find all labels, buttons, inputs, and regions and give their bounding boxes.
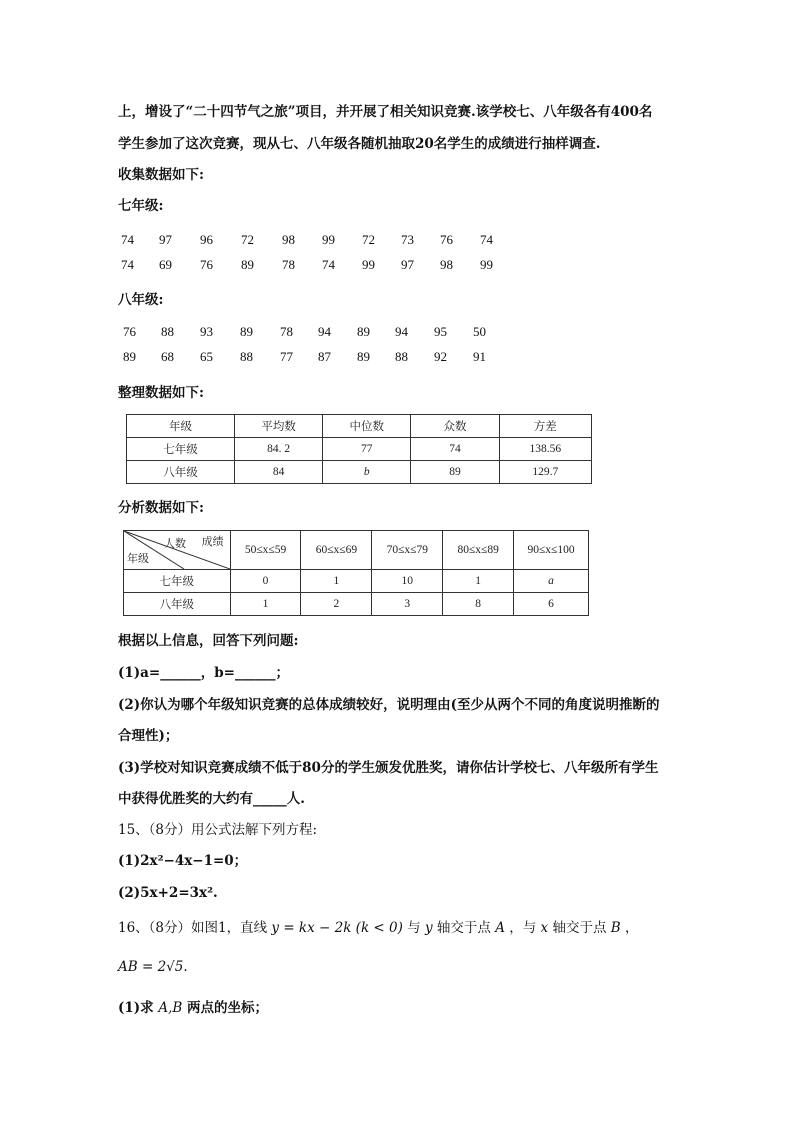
table-cell: 七年级 [127,438,235,461]
corner-label-mid: 人数 [164,538,186,550]
problem-16-part-1-text: (1)求 [118,1000,154,1016]
organize-title: 整理数据如下: [118,385,204,401]
table-cell: 1 [230,593,301,616]
question-3-line-2: 中获得优胜奖的大约有_____人. [118,791,305,807]
table-cell: 84 [234,461,322,484]
score-cell: 89 [241,257,254,272]
score-cell: 87 [318,349,331,364]
table-cell: 七年级 [124,570,231,593]
table-header-cell: 方差 [499,415,591,438]
question-3-line-1: (3)学校对知识竞赛成绩不低于80分的学生颁发优胜奖，请你估计学校七、八年级所有学生 [118,760,659,776]
question-2-line-1: (2)你认为哪个年级知识竞赛的总体成绩较好，说明理由(至少从两个不同的角度说明推断的 [118,697,660,713]
score-cell: 98 [282,232,295,247]
ab-length [118,958,188,976]
score-cell: 97 [401,257,414,272]
questions-lead: 根据以上信息，回答下列问题: [118,633,299,649]
score-cell: 76 [200,257,213,272]
ab-equation: AB = 2√5 [118,959,184,975]
table-cell: 6 [514,593,589,616]
grade8-label: 八年级: [118,292,164,308]
problem-16-text: ，与 [509,920,537,936]
score-cell: 95 [434,324,447,339]
grade7-label: 七年级: [118,198,164,214]
table-header-row [127,415,592,438]
table-cell: 8 [443,593,514,616]
score-cell: 74 [480,232,493,247]
table-header-cell: 众数 [411,415,499,438]
problem-16-text: 轴交于点 [436,920,491,936]
intro-line-2: 学生参加了这次竞赛，现从七、八年级各随机抽取20名学生的成绩进行抽样调查. [118,136,601,152]
score-cell: 94 [395,324,408,339]
table-cell: a [514,570,589,593]
distribution-table [123,530,589,616]
table-cell: 1 [301,570,372,593]
score-cell: 73 [401,232,414,247]
problem-16-text: 16、（8分）如图1，直线 [118,920,268,936]
score-cell: 91 [473,349,486,364]
score-cell: 76 [123,324,136,339]
problem-16-part-1 [118,999,268,1017]
table-row [127,461,592,484]
x-axis-symbol: x [540,920,549,936]
score-cell: 72 [362,232,375,247]
score-cell: 77 [280,349,293,364]
problem-16-text: 轴交于点 [552,920,607,936]
score-cell: 69 [159,257,172,272]
y-axis-symbol: y [424,920,433,936]
table-header-cell: 90≤x≤100 [514,531,589,570]
table-cell: 10 [372,570,443,593]
score-cell: 50 [473,324,486,339]
score-cell: 89 [357,324,370,339]
score-cell: 78 [280,324,293,339]
table-header-cell: 50≤x≤59 [230,531,301,570]
table-cell: 八年级 [124,593,231,616]
score-cell: 99 [480,257,493,272]
diagonal-header-cell [124,531,231,570]
question-2-line-2: 合理性)； [118,728,179,744]
score-cell: 88 [161,324,174,339]
score-cell: 74 [121,257,134,272]
points-ab-symbol: A,B [158,1000,183,1016]
score-cell: 89 [123,349,136,364]
problem-16-text: 与 [407,920,421,936]
score-cell: 93 [200,324,213,339]
problem-16-text: ， [624,920,639,936]
problem-16-title [118,919,638,937]
score-cell: 74 [322,257,335,272]
score-cell: 68 [161,349,174,364]
problem-15-title: 15、（8分）用公式法解下列方程: [118,822,318,838]
point-a-symbol: A [495,920,505,936]
score-cell: 99 [362,257,375,272]
table-header-row [124,531,589,570]
table-header-cell: 70≤x≤79 [372,531,443,570]
collect-title: 收集数据如下: [118,167,204,183]
score-cell: 98 [440,257,453,272]
problem-16-part-1-text: 两点的坐标； [187,1000,269,1016]
table-header-cell: 80≤x≤89 [443,531,514,570]
score-cell: 88 [240,349,253,364]
score-cell: 72 [241,232,254,247]
table-cell: b [323,461,411,484]
score-cell: 92 [434,349,447,364]
problem-15-part-2: (2)5x+2=3x². [118,885,218,901]
line-equation: y = kx − 2k (k < 0) [271,920,403,936]
table-header-cell: 中位数 [323,415,411,438]
score-cell: 65 [200,349,213,364]
corner-label-bottom: 年级 [127,553,149,565]
question-1: (1)a=______，b=______； [118,665,289,681]
table-cell: 138.56 [499,438,591,461]
table-row [127,438,592,461]
score-cell: 97 [159,232,172,247]
corner-label-top: 成绩 [201,536,224,548]
table-cell: 74 [411,438,499,461]
ab-period: . [183,959,188,975]
score-cell: 94 [318,324,331,339]
score-cell: 88 [395,349,408,364]
table-row [124,570,589,593]
table-cell: 0 [230,570,301,593]
score-cell: 89 [357,349,370,364]
table-cell: 77 [323,438,411,461]
intro-line-1: 上，增设了“二十四节气之旅”项目，并开展了相关知识竞赛.该学校七、八年级各有400名 [118,104,653,120]
table-cell: 3 [372,593,443,616]
table-cell: 84. 2 [234,438,322,461]
score-cell: 96 [200,232,213,247]
score-cell: 99 [322,232,335,247]
analyze-title: 分析数据如下: [118,500,204,516]
table-cell: 1 [443,570,514,593]
score-cell: 76 [440,232,453,247]
table-row [124,593,589,616]
table-cell: 89 [411,461,499,484]
table-cell: 129.7 [499,461,591,484]
stats-table [126,414,592,484]
problem-15-part-1: (1)2x²−4x−1=0； [118,853,248,869]
table-header-cell: 60≤x≤69 [301,531,372,570]
table-header-cell: 平均数 [234,415,322,438]
score-cell: 78 [282,257,295,272]
point-b-symbol: B [610,920,621,936]
table-cell: 2 [301,593,372,616]
table-cell: 八年级 [127,461,235,484]
score-cell: 89 [240,324,253,339]
score-cell: 74 [121,232,134,247]
table-header-cell: 年级 [127,415,235,438]
